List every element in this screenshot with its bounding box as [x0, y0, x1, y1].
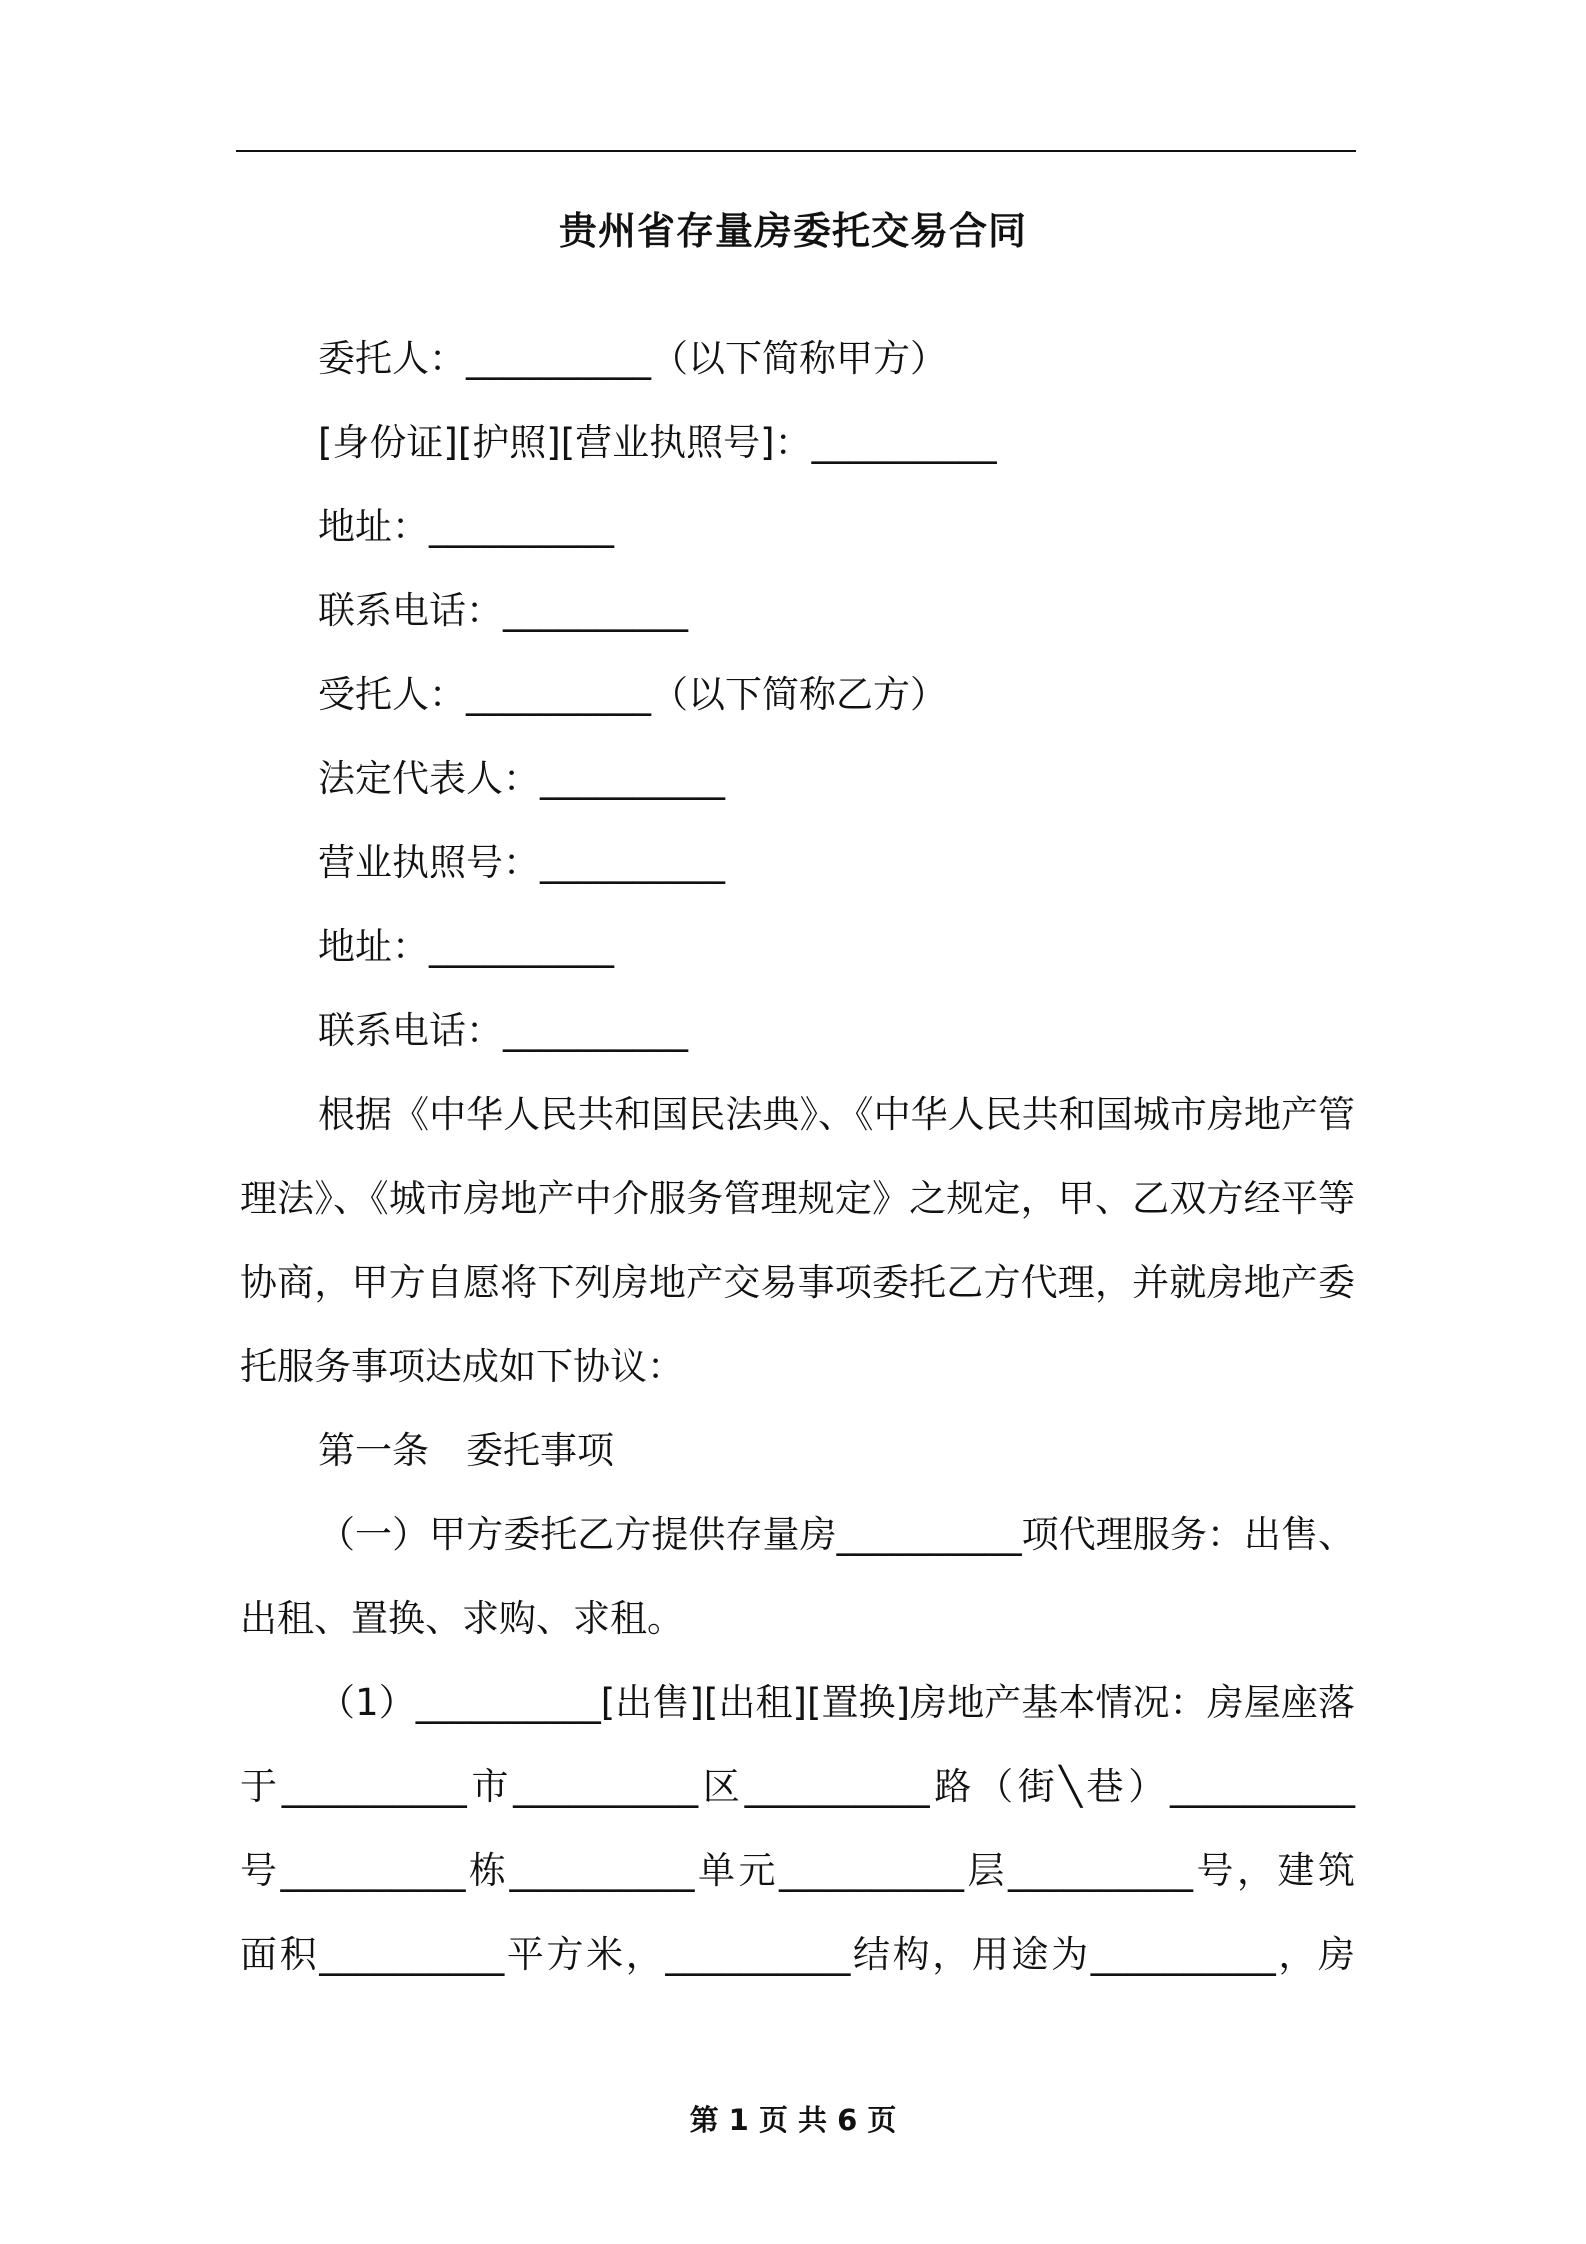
legal-rep-line: 法定代表人：__________ — [318, 757, 725, 800]
principal-phone-line: 联系电话：__________ — [318, 589, 688, 632]
item-one-line-3: 号__________栋__________单元__________层__________号，建筑 — [240, 1849, 1355, 1892]
item-one-line-1: （1）__________[出售][出租][置换]房地产基本情况：房屋座落 — [318, 1681, 1355, 1724]
header-rule — [236, 150, 1356, 152]
clause-one-line-2: 出租、置换、求购、求租。 — [240, 1597, 684, 1640]
preamble-line-1: 根据《中华人民共和国民法典》、《中华人民共和国城市房地产管 — [318, 1093, 1355, 1136]
item-one-line-2: 于__________市__________区__________路（街╲巷）__________ — [240, 1765, 1355, 1808]
clause-one-line-1: （一）甲方委托乙方提供存量房__________项代理服务：出售、 — [318, 1513, 1355, 1556]
page-number-footer: 第 1 页 共 6 页 — [689, 2103, 897, 2137]
preamble-line-3: 协商，甲方自愿将下列房地产交易事项委托乙方代理，并就房地产委 — [240, 1261, 1355, 1304]
agent-line: 受托人：__________（以下简称乙方） — [318, 673, 947, 716]
article-one-heading: 第一条 委托事项 — [318, 1429, 614, 1472]
principal-id-line: [身份证][护照][营业执照号]：__________ — [318, 421, 997, 464]
agent-address-line: 地址：__________ — [318, 925, 614, 968]
agent-phone-line: 联系电话：__________ — [318, 1009, 688, 1052]
document-title: 贵州省存量房委托交易合同 — [558, 209, 1027, 253]
principal-address-line: 地址：__________ — [318, 505, 614, 548]
preamble-line-2: 理法》、《城市房地产中介服务管理规定》之规定，甲、乙双方经平等 — [240, 1177, 1355, 1220]
preamble-line-4: 托服务事项达成如下协议： — [240, 1345, 684, 1388]
license-line: 营业执照号：__________ — [318, 841, 725, 884]
item-one-line-4: 面积__________平方米，__________结构，用途为__________，房 — [240, 1933, 1355, 1976]
principal-line: 委托人：__________（以下简称甲方） — [318, 337, 947, 380]
